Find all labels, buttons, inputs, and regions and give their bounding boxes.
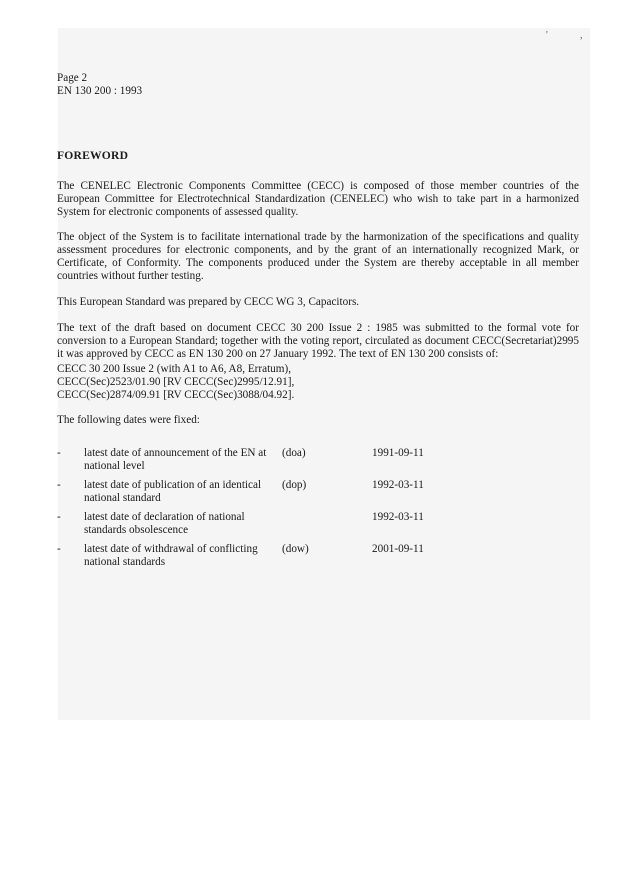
date-row-doa — [57, 447, 579, 473]
date-value: 1992-03-11 — [372, 510, 424, 523]
dates-intro: The following dates were fixed: — [57, 414, 200, 427]
document-item: CECC 30 200 Issue 2 (with A1 to A6, A8, Erratum), — [57, 362, 291, 375]
scan-speck: , — [580, 30, 583, 41]
paragraph-cecc-composition: The CENELEC Electronic Components Committee (CECC) is composed of those member countries of the European Committee for Electrotechnical Standardization (CENELEC) who wish to take part in a harmonized System for electronic components of assessed quality. — [57, 179, 579, 218]
paragraph-draft-text: The text of the draft based on document CECC 30 200 Issue 2 : 1985 was submitted to the formal vote for conversion to a European Standard; together with the voting report, circulated as document CECC(Secretariat)2995 it was approved by CECC as EN 130 200 on 27 January 1992. The text of EN 130 200 consists of: — [57, 321, 579, 360]
date-description: latest date of declaration of national standards obsolescence — [84, 510, 245, 536]
date-abbreviation: (dow) — [282, 542, 309, 555]
paragraph-prepared-by: This European Standard was prepared by CECC WG 3, Capacitors. — [57, 296, 360, 309]
scan-speck: ' — [546, 30, 548, 41]
section-heading: FOREWORD — [57, 148, 129, 162]
bullet-dash: - — [57, 542, 61, 555]
date-description: latest date of announcement of the EN at national level — [84, 447, 267, 473]
date-value: 2001-09-11 — [372, 542, 424, 555]
dates-table — [57, 447, 579, 568]
date-description: latest date of publication of an identical national standard — [84, 479, 262, 505]
date-row-dop — [57, 479, 579, 505]
paragraph-system-object: The object of the System is to facilitate international trade by the harmonization of the specifications and quality assessment procedures for electronic components, and by the grant of an internationally recognized Mark, or Certificate, of Conformity. The components produced under the System are thereby acceptable in all member countries without further testing. — [57, 231, 579, 283]
bullet-dash: - — [57, 447, 61, 460]
date-value: 1992-03-11 — [372, 479, 424, 492]
date-abbreviation: (dop) — [282, 479, 307, 492]
bullet-dash: - — [57, 510, 61, 523]
document-page — [57, 72, 579, 575]
date-row-dow — [57, 543, 579, 569]
document-list — [57, 363, 579, 402]
document-item: CECC(Sec)2523/01.90 [RV CECC(Sec)2995/12.91], — [57, 375, 295, 388]
date-description: latest date of withdrawal of conflicting national standards — [84, 542, 258, 568]
date-abbreviation: (doa) — [282, 447, 306, 460]
bullet-dash: - — [57, 479, 61, 492]
date-row-obsolescence — [57, 511, 579, 537]
document-item: CECC(Sec)2874/09.91 [RV CECC(Sec)3088/04.92]. — [57, 388, 295, 401]
date-value: 1991-09-11 — [372, 447, 424, 460]
date-abbreviation — [282, 511, 372, 537]
standard-number: EN 130 200 : 1993 — [57, 84, 143, 97]
page-number: Page 2 — [57, 72, 88, 84]
